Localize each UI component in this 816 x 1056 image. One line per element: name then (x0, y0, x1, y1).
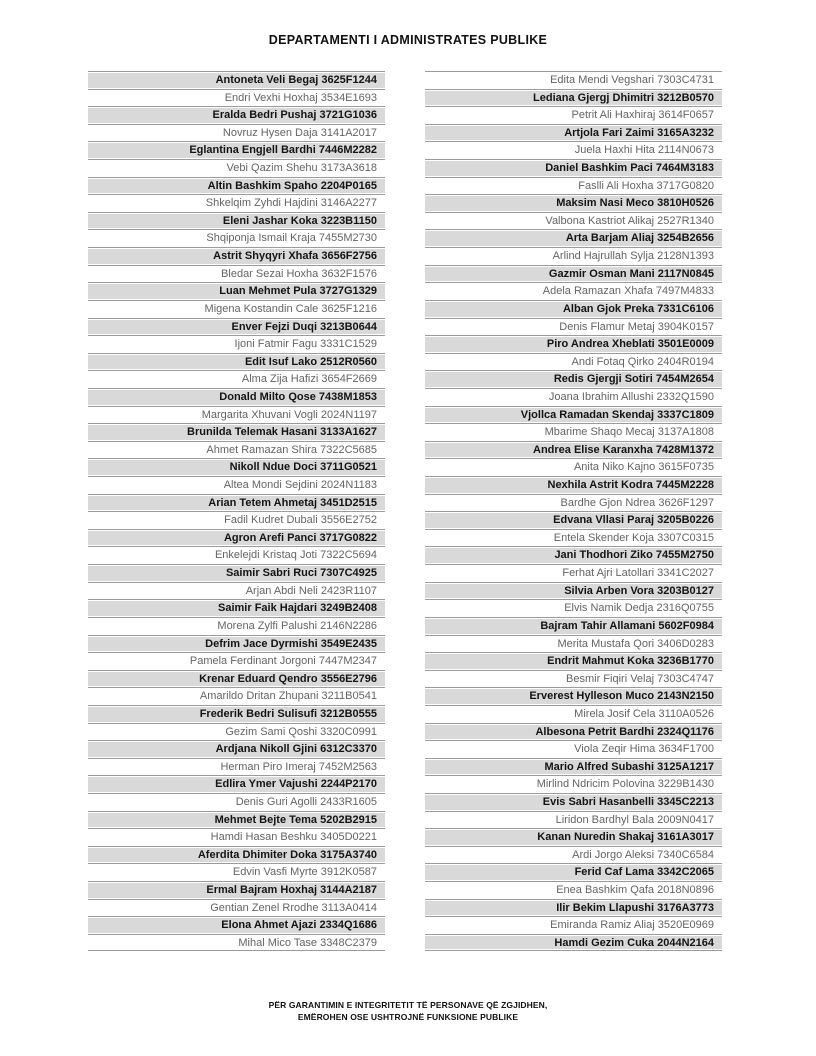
person-row (88, 71, 385, 89)
person-row (425, 335, 722, 353)
person-entry: Andi Fotaq Qirko 2404R0194 (571, 355, 714, 368)
person-entry: Frederik Bedri Sulisufi 3212B0555 (199, 707, 377, 720)
person-row (88, 617, 385, 635)
person-row (425, 370, 722, 388)
person-entry: Endri Vexhi Hoxhaj 3534E1693 (224, 91, 377, 104)
person-row (425, 124, 722, 142)
person-entry: Mirlind Ndricim Polovina 3229B1430 (536, 778, 714, 791)
person-row (425, 406, 722, 424)
person-row (425, 388, 722, 406)
person-row (88, 423, 385, 441)
person-entry: Astrit Shyqyri Xhafa 3656F2756 (213, 250, 377, 263)
person-entry: Vjollca Ramadan Skendaj 3337C1809 (520, 408, 714, 421)
person-row (425, 529, 722, 547)
person-entry: Jani Thodhori Ziko 7455M2750 (554, 549, 714, 562)
person-row (88, 177, 385, 195)
person-row (88, 529, 385, 547)
person-row (88, 124, 385, 142)
page-title: DEPARTAMENTI I ADMINISTRATES PUBLIKE (268, 33, 548, 47)
person-entry: Hamdi Gezim Cuka 2044N2164 (554, 936, 714, 949)
person-entry: Altea Mondi Sejdini 2024N1183 (223, 479, 377, 492)
person-entry: Gentian Zenel Rrodhe 3113A0414 (210, 901, 377, 914)
person-row (425, 476, 722, 494)
person-entry: Hamdi Hasan Beshku 3405D0221 (210, 831, 377, 844)
person-row (425, 247, 722, 265)
person-row (88, 370, 385, 388)
person-row (425, 599, 722, 617)
person-row (425, 89, 722, 107)
person-row (88, 652, 385, 670)
person-entry: Endrit Mahmut Koka 3236B1770 (547, 655, 714, 668)
person-row (88, 282, 385, 300)
person-entry: Brunilda Telemak Hasani 3133A1627 (187, 426, 377, 439)
person-entry: Lediana Gjergj Dhimitri 3212B0570 (533, 91, 714, 104)
person-row (88, 406, 385, 424)
person-row (88, 318, 385, 336)
person-entry: Adela Ramazan Xhafa 7497M4833 (542, 285, 714, 298)
person-entry: Antoneta Veli Begaj 3625F1244 (215, 74, 377, 86)
person-entry: Edlira Ymer Vajushi 2244P2170 (215, 778, 377, 791)
person-row (425, 282, 722, 300)
person-entry: Faslli Ali Hoxha 3717G0820 (578, 179, 714, 192)
person-row (425, 353, 722, 371)
person-entry: Enea Bashkim Qafa 2018N0896 (556, 884, 714, 897)
person-row (425, 582, 722, 600)
person-entry: Kanan Nuredin Shakaj 3161A3017 (537, 831, 714, 844)
footer-line-1: PËR GARANTIMIN E INTEGRITETIT TË PERSONAVE QË ZGJIDHEN, (268, 1000, 548, 1010)
person-row (425, 318, 722, 336)
person-entry: Daniel Bashkim Paci 7464M3183 (545, 162, 714, 175)
person-row (425, 441, 722, 459)
person-entry: Ermal Bajram Hoxhaj 3144A2187 (206, 884, 377, 897)
person-row (425, 916, 722, 934)
person-column-left (88, 71, 385, 951)
person-row (88, 458, 385, 476)
person-entry: Mihal Mico Tase 3348C2379 (238, 936, 377, 949)
person-entry: Alban Gjok Preka 7331C6106 (562, 302, 714, 315)
person-row (425, 159, 722, 177)
person-entry: Arlind Hajrullah Sylja 2128N1393 (552, 250, 714, 263)
person-entry: Nikoll Ndue Doci 3711G0521 (229, 461, 377, 474)
person-entry: Mehmet Bejte Tema 5202B2915 (214, 813, 377, 826)
person-entry: Herman Piro Imeraj 7452M2563 (220, 760, 377, 773)
person-row (425, 106, 722, 124)
person-row (88, 388, 385, 406)
person-entry: Edit Isuf Lako 2512R0560 (244, 355, 377, 368)
person-row (425, 229, 722, 247)
person-entry: Denis Guri Agolli 2433R1605 (235, 795, 377, 808)
person-row (425, 494, 722, 512)
person-row (88, 265, 385, 283)
person-row (88, 723, 385, 741)
person-entry: Vebi Qazim Shehu 3173A3618 (226, 162, 377, 175)
person-row (425, 300, 722, 318)
person-row (425, 670, 722, 688)
person-entry: Redis Gjergji Sotiri 7454M2654 (553, 373, 714, 386)
person-entry: Silvia Arben Vora 3203B0127 (564, 584, 714, 597)
person-row (425, 758, 722, 776)
person-entry: Saimir Faik Hajdari 3249B2408 (218, 602, 377, 615)
person-row (425, 635, 722, 653)
person-entry: Krenar Eduard Qendro 3556E2796 (199, 672, 377, 685)
person-entry: Edvin Vasfi Myrte 3912K0587 (232, 866, 377, 879)
person-entry: Novruz Hysen Daja 3141A2017 (222, 126, 377, 139)
person-entry: Saimir Sabri Ruci 7307C4925 (225, 567, 377, 580)
person-entry: Anita Niko Kajno 3615F0735 (573, 461, 714, 474)
person-entry: Ijoni Fatmir Fagu 3331C1529 (234, 338, 377, 351)
person-row (425, 863, 722, 881)
person-row (88, 863, 385, 881)
person-entry: Artjola Fari Zaimi 3165A3232 (564, 126, 714, 139)
person-entry: Defrim Jace Dyrmishi 3549E2435 (205, 637, 377, 650)
person-row (425, 617, 722, 635)
person-entry: Arjan Abdi Neli 2423R1107 (245, 584, 377, 597)
person-entry: Fadil Kudret Dubali 3556E2752 (224, 514, 377, 527)
person-entry: Enver Fejzi Duqi 3213B0644 (231, 320, 377, 333)
person-row (425, 546, 722, 564)
person-entry: Luan Mehmet Pula 3727G1329 (219, 285, 377, 298)
person-row (88, 511, 385, 529)
person-entry: Merita Mustafa Qori 3406D0283 (557, 637, 714, 650)
person-row (88, 705, 385, 723)
person-entry: Edita Mendi Vegshari 7303C4731 (550, 74, 714, 86)
person-entry: Valbona Kastriot Alikaj 2527R1340 (545, 214, 714, 227)
person-entry: Mario Alfred Subashi 3125A1217 (544, 760, 714, 773)
footer-note (0, 1000, 816, 1023)
person-entry: Migena Kostandin Cale 3625F1216 (204, 302, 377, 315)
person-row (88, 212, 385, 230)
person-row (88, 300, 385, 318)
person-entry: Ardjana Nikoll Gjini 6312C3370 (215, 743, 377, 756)
person-row (88, 159, 385, 177)
person-row (425, 846, 722, 864)
person-row (425, 705, 722, 723)
person-entry: Bledar Sezai Hoxha 3632F1576 (221, 267, 377, 280)
person-entry: Mbarime Shaqo Mecaj 3137A1808 (544, 426, 714, 439)
person-row (88, 793, 385, 811)
person-entry: Ilir Bekim Llapushi 3176A3773 (556, 901, 714, 914)
person-row (88, 89, 385, 107)
person-row (425, 177, 722, 195)
person-row (425, 899, 722, 917)
person-entry: Ardi Jorgo Aleksi 7340C6584 (572, 848, 714, 861)
person-entry: Altin Bashkim Spaho 2204P0165 (207, 179, 377, 192)
person-entry: Gezim Sami Qoshi 3320C0991 (225, 725, 377, 738)
person-row (425, 511, 722, 529)
person-entry: Morena Zylfi Palushi 2146N2286 (217, 619, 377, 632)
person-entry: Bajram Tahir Allamani 5602F0984 (540, 619, 714, 632)
person-row (88, 828, 385, 846)
person-row (425, 564, 722, 582)
person-row (88, 441, 385, 459)
person-entry: Aferdita Dhimiter Doka 3175A3740 (197, 848, 377, 861)
person-row (88, 476, 385, 494)
person-row (425, 652, 722, 670)
person-row (425, 811, 722, 829)
person-row (88, 582, 385, 600)
person-row (88, 846, 385, 864)
person-entry: Margarita Xhuvani Vogli 2024N1197 (201, 408, 377, 421)
person-entry: Shqiponja Ismail Kraja 7455M2730 (206, 232, 377, 245)
person-row (88, 934, 385, 952)
person-entry: Besmir Fiqiri Velaj 7303C4747 (566, 672, 714, 685)
person-entry: Maksim Nasi Meco 3810H0526 (556, 197, 714, 210)
person-row (425, 828, 722, 846)
person-row (425, 194, 722, 212)
person-entry: Bardhe Gjon Ndrea 3626F1297 (560, 496, 714, 509)
person-row (88, 916, 385, 934)
person-row (88, 899, 385, 917)
person-entry: Denis Flamur Metaj 3904K0157 (559, 320, 714, 333)
person-entry: Arian Tetem Ahmetaj 3451D2515 (208, 496, 377, 509)
person-entry: Eleni Jashar Koka 3223B1150 (222, 214, 377, 227)
person-row (88, 758, 385, 776)
person-entry: Petrit Ali Haxhiraj 3614F0657 (571, 109, 714, 122)
person-entry: Erverest Hylleson Muco 2143N2150 (529, 690, 714, 703)
person-row (425, 687, 722, 705)
person-row (425, 141, 722, 159)
person-row (425, 740, 722, 758)
person-row (425, 265, 722, 283)
person-row (88, 635, 385, 653)
person-row (88, 141, 385, 159)
person-entry: Liridon Bardhyl Bala 2009N0417 (555, 813, 714, 826)
person-entry: Pamela Ferdinant Jorgoni 7447M2347 (189, 655, 377, 668)
person-entry: Arta Barjam Aliaj 3254B2656 (565, 232, 714, 245)
person-entry: Elvis Namik Dedja 2316Q0755 (564, 602, 714, 615)
person-row (88, 335, 385, 353)
person-entry: Ferid Caf Lama 3342C2065 (574, 866, 714, 879)
person-entry: Nexhila Astrit Kodra 7445M2228 (547, 479, 714, 492)
person-column-right (425, 71, 722, 951)
person-row (88, 599, 385, 617)
person-row (88, 881, 385, 899)
person-row (425, 212, 722, 230)
person-entry: Evis Sabri Hasanbelli 3345C2213 (542, 795, 714, 808)
person-entry: Elona Ahmet Ajazi 2334Q1686 (221, 919, 377, 932)
person-row (425, 423, 722, 441)
person-entry: Enkelejdi Kristaq Joti 7322C5694 (214, 549, 377, 562)
person-entry: Emiranda Ramiz Aliaj 3520E0969 (550, 919, 714, 932)
person-row (88, 811, 385, 829)
columns-container (88, 71, 722, 951)
person-entry: Agron Arefi Panci 3717G0822 (223, 531, 377, 544)
person-row (425, 723, 722, 741)
person-row (425, 934, 722, 952)
person-row (88, 564, 385, 582)
person-entry: Gazmir Osman Mani 2117N0845 (548, 267, 714, 280)
person-entry: Joana Ibrahim Allushi 2332Q1590 (548, 390, 714, 403)
person-row (88, 546, 385, 564)
person-entry: Amarildo Dritan Zhupani 3211B0541 (199, 690, 377, 703)
person-entry: Ferhat Ajri Latollari 3341C2027 (562, 567, 714, 580)
person-row (88, 247, 385, 265)
person-entry: Entela Skender Koja 3307C0315 (553, 531, 714, 544)
person-entry: Edvana Vllasi Paraj 3205B0226 (553, 514, 714, 527)
person-row (88, 687, 385, 705)
person-row (425, 775, 722, 793)
person-row (88, 353, 385, 371)
person-entry: Viola Zeqir Hima 3634F1700 (574, 743, 714, 756)
person-row (88, 194, 385, 212)
person-row (88, 494, 385, 512)
person-entry: Piro Andrea Xheblati 3501E0009 (546, 338, 714, 351)
person-row (88, 670, 385, 688)
person-row (88, 775, 385, 793)
person-row (88, 740, 385, 758)
person-entry: Shkelqim Zyhdi Hajdini 3146A2277 (205, 197, 377, 210)
person-row (425, 458, 722, 476)
person-row (88, 229, 385, 247)
person-entry: Andrea Elise Karanxha 7428M1372 (533, 443, 714, 456)
person-entry: Alma Zija Hafizi 3654F2669 (241, 373, 377, 386)
person-entry: Mirela Josif Cela 3110A0526 (574, 707, 714, 720)
footer-line-2: EMËROHEN OSE USHTROJNË FUNKSIONE PUBLIKE (297, 1011, 519, 1022)
person-entry: Ahmet Ramazan Shira 7322C5685 (206, 443, 377, 456)
person-entry: Eralda Bedri Pushaj 3721G1036 (212, 109, 377, 122)
person-entry: Albesona Petrit Bardhi 2324Q1176 (535, 725, 714, 738)
person-row (425, 881, 722, 899)
person-entry: Eglantina Engjell Bardhi 7446M2282 (189, 144, 377, 157)
person-entry: Donald Milto Qose 7438M1853 (219, 390, 377, 403)
person-row (425, 71, 722, 89)
person-row (425, 793, 722, 811)
person-entry: Juela Haxhi Hita 2114N0673 (574, 144, 714, 157)
person-row (88, 106, 385, 124)
